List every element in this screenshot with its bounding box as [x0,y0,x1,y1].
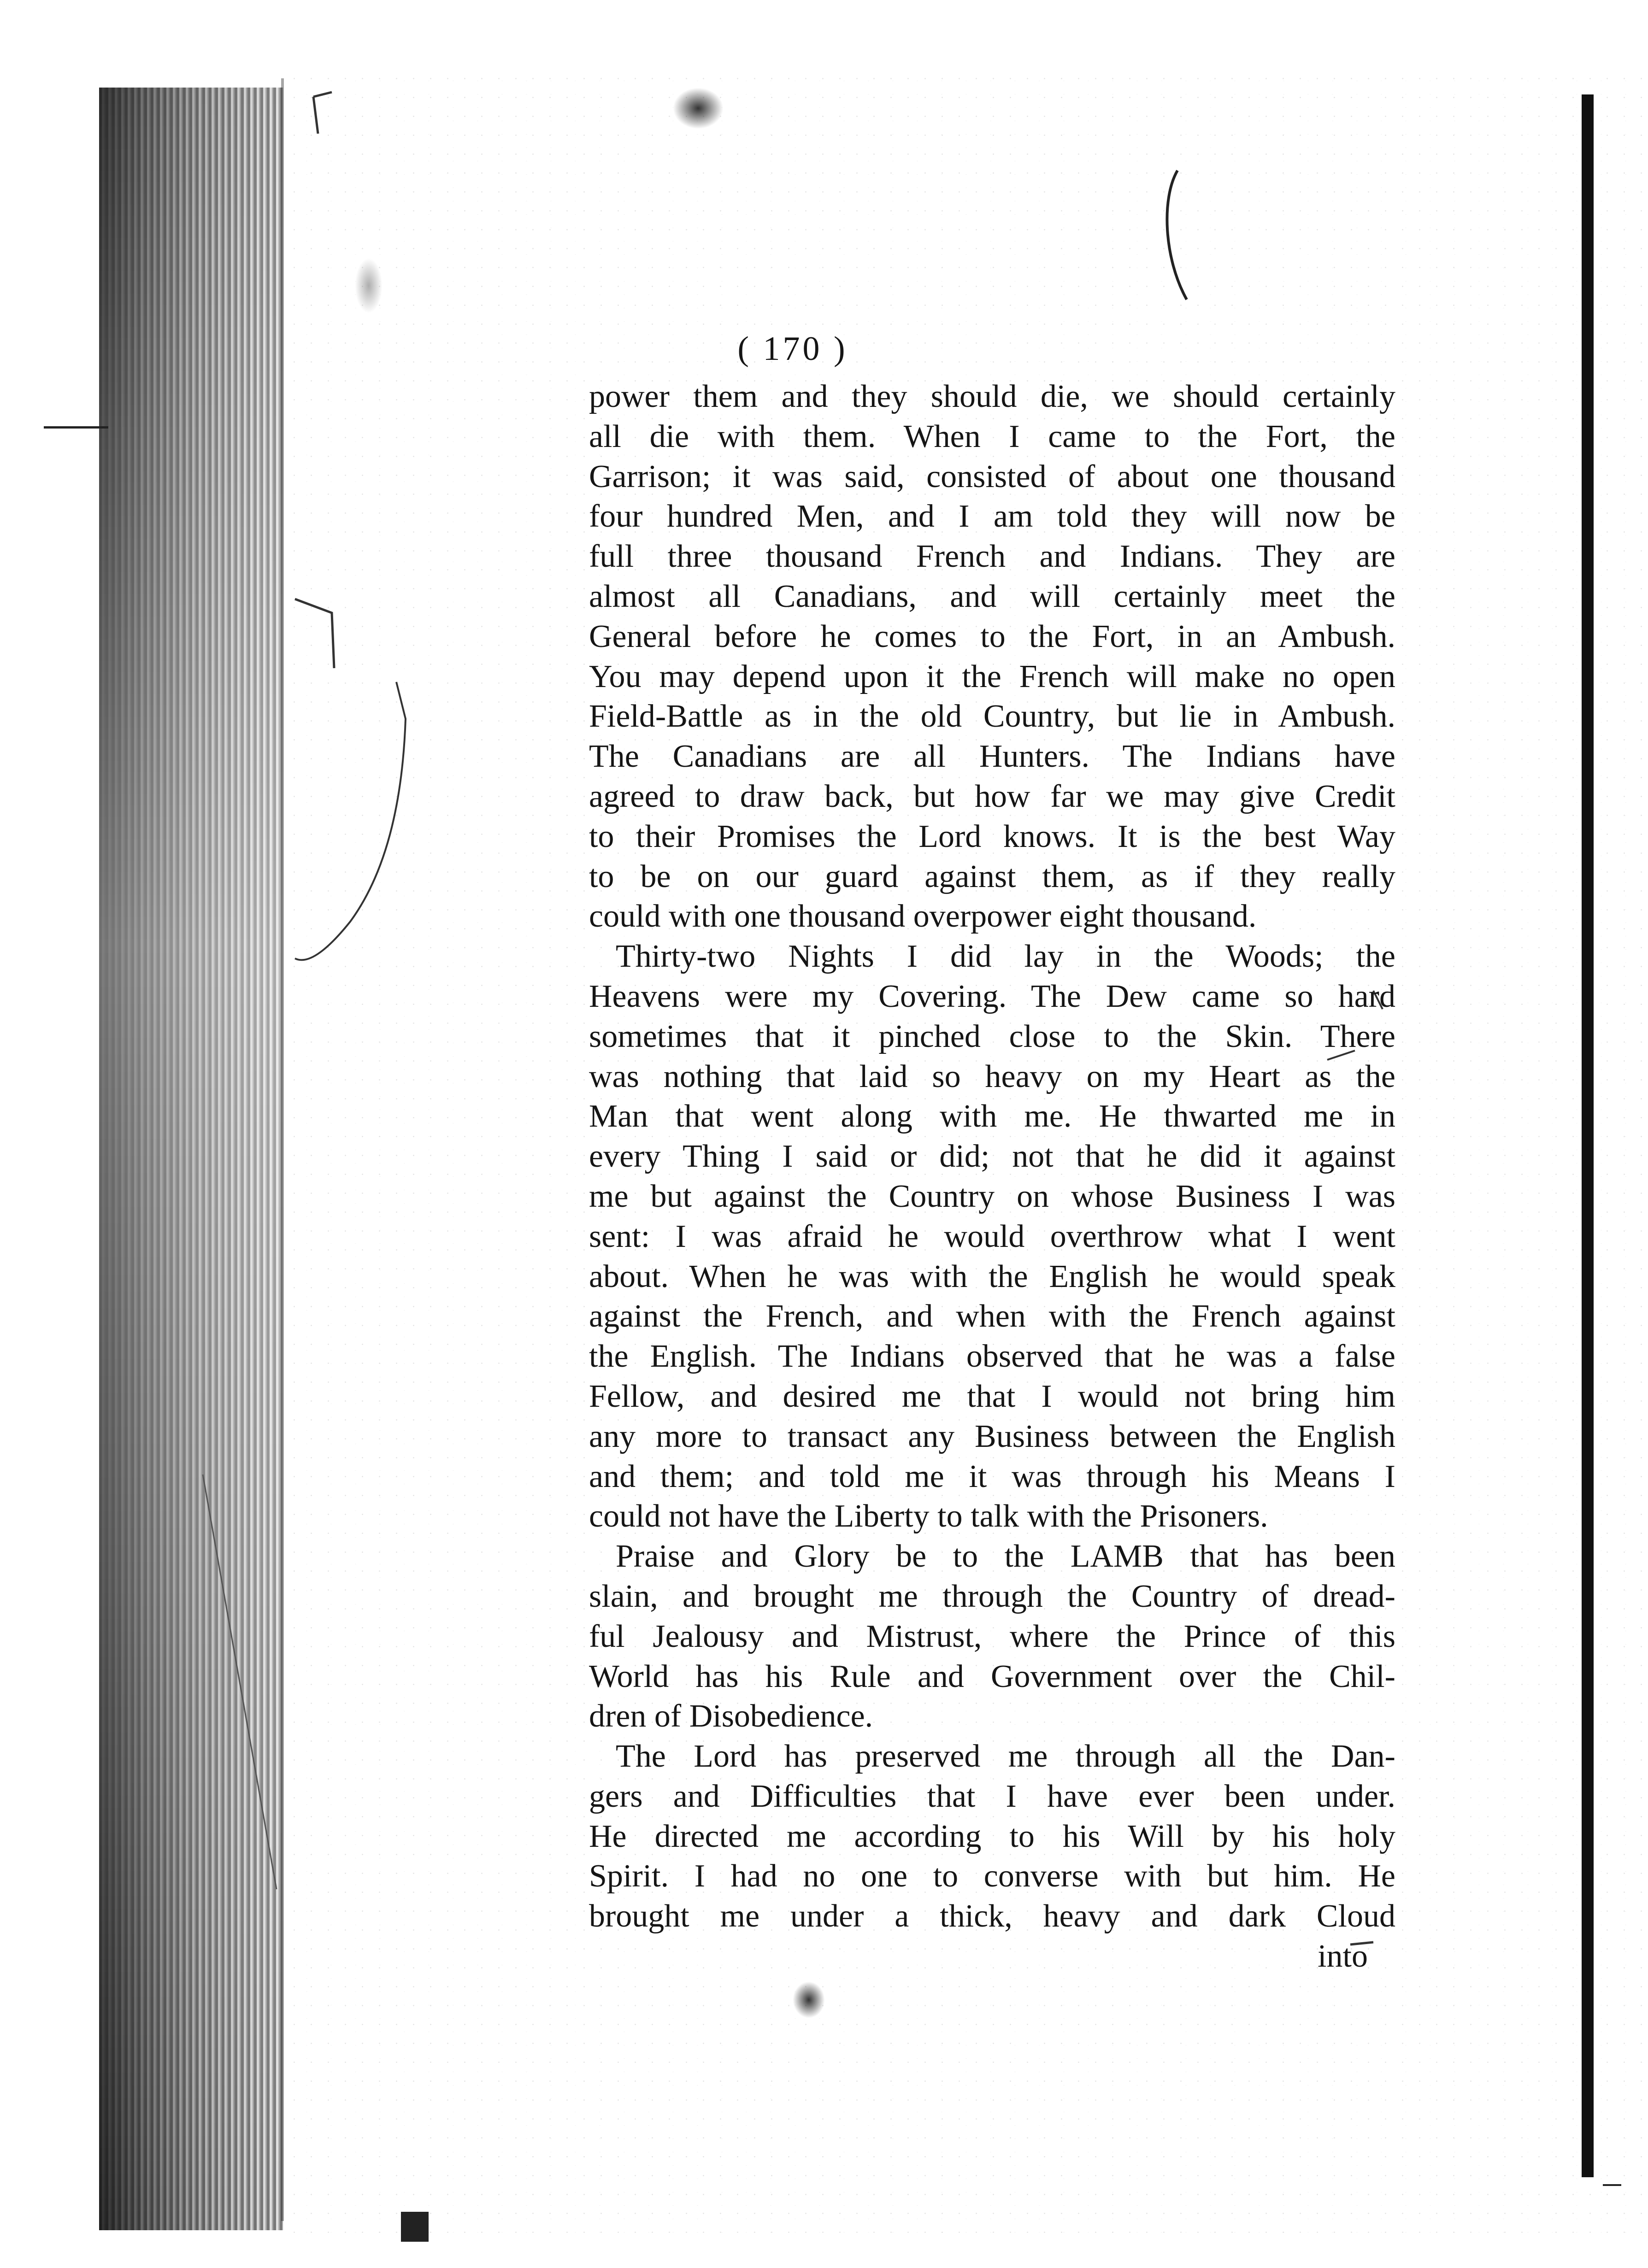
text-line: could not have the Liberty to talk with the Prisoners. [589,1498,1268,1534]
text-line: all die with them. When I came to the Fort, the [589,418,1395,454]
text-line: He directed me according to his Will by his holy [589,1818,1395,1854]
text-line: gers and Difficulties that I have ever been under. [589,1778,1395,1814]
text-line: to be on our guard against them, as if they really [589,858,1395,894]
text-line: sometimes that it pinched close to the Skin. There [589,1018,1395,1054]
text-line: power them and they should die, we should certainly [589,379,1395,414]
text-line: was nothing that laid so heavy on my Heart as the [589,1058,1395,1094]
text-line: Spirit. I had no one to converse with but him. He [589,1858,1395,1894]
paragraph-start-line: The Lord has preserved me through all the Dan- [616,1739,1395,1774]
text-line: Field-Battle as in the old Country, but lie in Ambush. [589,699,1395,734]
text-line: any more to transact any Business between the English [589,1418,1395,1454]
text-line: agreed to draw back, but how far we may give Credit [589,778,1395,814]
paragraph-start-line: Praise and Glory be to the LAMB that has been [616,1539,1395,1575]
text-line: ful Jealousy and Mistrust, where the Prince of this [589,1618,1395,1654]
catchword: into [1318,1939,1368,1974]
text-line: me but against the Country on whose Business I was [589,1178,1395,1214]
text-line: every Thing I said or did; not that he did it against [589,1139,1395,1175]
text-line: Fellow, and desired me that I would not bring him [589,1378,1395,1414]
text-line: could with one thousand overpower eight thousand. [589,899,1257,934]
text-line: Garrison; it was said, consisted of about one thousand [589,458,1395,494]
text-line: You may depend upon it the French will make no open [589,658,1395,694]
text-line: dren of Disobedience. [589,1698,873,1734]
text-line: Heavens were my Covering. The Dew came so hard [589,978,1395,1014]
body-text [589,377,1395,1977]
text-line: brought me under a thick, heavy and dark Cloud [589,1898,1395,1934]
text-line: slain, and brought me through the Country of dread- [589,1578,1395,1614]
text-line: The Canadians are all Hunters. The Indians have [589,739,1395,775]
text-line: Man that went along with me. He thwarted me in [589,1099,1395,1134]
text-line: General before he comes to the Fort, in an Ambush. [589,618,1395,654]
paragraph-start-line: Thirty-two Nights I did lay in the Woods; the [616,939,1395,975]
text-line: and them; and told me it was through his Means I [589,1458,1395,1494]
text-line: against the French, and when with the French against [589,1299,1395,1334]
text-line: about. When he was with the English he would speak [589,1258,1395,1294]
text-line: four hundred Men, and I am told they will now be [589,499,1395,535]
text-line: the English. The Indians observed that he was a false [589,1339,1395,1375]
text-line: World has his Rule and Government over the Chil- [589,1658,1395,1694]
text-line: almost all Canadians, and will certainly meet the [589,578,1395,614]
page-number: ( 170 ) [737,330,848,368]
text-line: full three thousand French and Indians. They are [589,539,1395,575]
text-line: to their Promises the Lord knows. It is the best Way [589,818,1395,854]
text-line: sent: I was afraid he would overthrow what I went [589,1218,1395,1254]
